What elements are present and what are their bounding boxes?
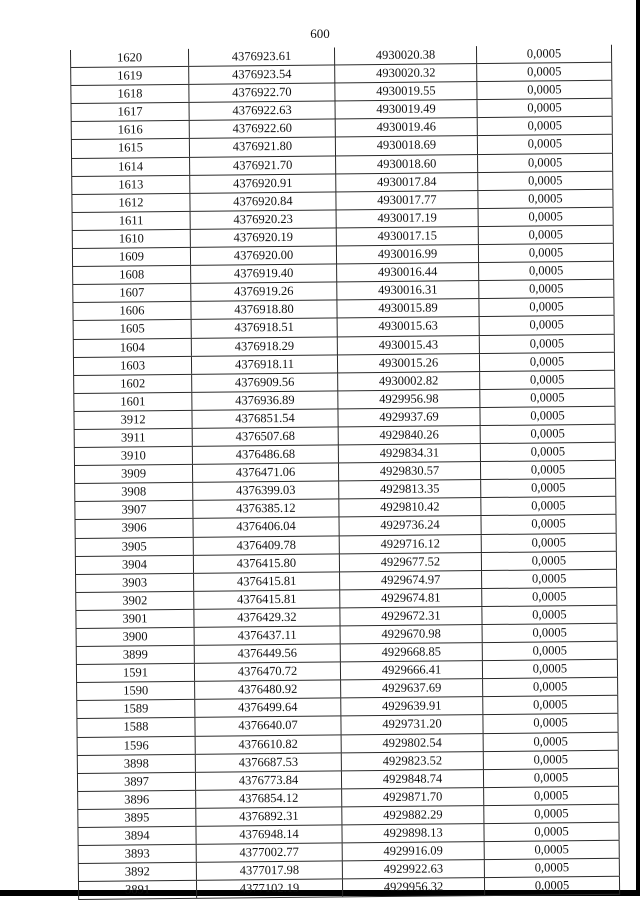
x-coordinate-cell: 4376385.12 (192, 500, 338, 518)
accuracy-cell: 0,0005 (480, 479, 616, 497)
x-coordinate-cell: 4376921.70 (189, 156, 335, 174)
accuracy-cell: 0,0005 (478, 226, 614, 244)
accuracy-cell: 0,0005 (483, 732, 619, 750)
point-number-cell: 1615 (71, 139, 189, 157)
point-number-cell: 3892 (78, 863, 196, 881)
x-coordinate-cell: 4376610.82 (195, 735, 341, 753)
accuracy-cell: 0,0005 (476, 45, 612, 63)
point-number-cell: 1609 (72, 248, 190, 266)
x-coordinate-cell: 4376415.80 (193, 554, 339, 572)
x-coordinate-cell: 4377102.19 (196, 880, 342, 898)
y-coordinate-cell: 4930015.43 (337, 336, 479, 354)
y-coordinate-cell: 4929736.24 (339, 517, 481, 535)
point-number-cell: 3893 (78, 845, 196, 863)
accuracy-cell: 0,0005 (484, 877, 620, 895)
point-number-cell: 1601 (73, 393, 191, 411)
x-coordinate-cell: 4376471.06 (192, 464, 338, 482)
point-number-cell: 3907 (74, 501, 192, 519)
y-coordinate-cell: 4929716.12 (339, 535, 481, 553)
x-coordinate-cell: 4376920.84 (189, 192, 335, 210)
accuracy-cell: 0,0005 (480, 443, 616, 461)
y-coordinate-cell: 4930015.89 (336, 299, 478, 317)
y-coordinate-cell: 4929956.98 (337, 390, 479, 408)
x-coordinate-cell: 4376919.40 (190, 265, 336, 283)
point-number-cell: 1606 (72, 302, 190, 320)
accuracy-cell: 0,0005 (477, 99, 613, 117)
y-coordinate-cell: 4929666.41 (340, 661, 482, 679)
accuracy-cell: 0,0005 (482, 678, 618, 696)
point-number-cell: 1591 (76, 664, 194, 682)
y-coordinate-cell: 4929848.74 (341, 770, 483, 788)
accuracy-cell: 0,0005 (479, 370, 615, 388)
accuracy-cell: 0,0005 (484, 859, 620, 877)
point-number-cell: 3896 (77, 791, 195, 809)
x-coordinate-cell: 4376449.56 (194, 645, 340, 663)
x-coordinate-cell: 4376918.29 (191, 337, 337, 355)
accuracy-cell: 0,0005 (476, 81, 612, 99)
y-coordinate-cell: 4929823.52 (341, 752, 483, 770)
y-coordinate-cell: 4930016.31 (336, 281, 478, 299)
point-number-cell: 3905 (75, 537, 193, 555)
x-coordinate-cell: 4376918.80 (190, 301, 336, 319)
x-coordinate-cell: 4376507.68 (192, 427, 338, 445)
coordinates-table (70, 45, 620, 900)
point-number-cell: 1612 (71, 194, 189, 212)
y-coordinate-cell: 4929674.81 (339, 589, 481, 607)
x-coordinate-cell: 4376936.89 (191, 391, 337, 409)
point-number-cell: 3911 (74, 429, 192, 447)
accuracy-cell: 0,0005 (478, 298, 614, 316)
accuracy-cell: 0,0005 (481, 551, 617, 569)
point-number-cell: 1602 (73, 375, 191, 393)
y-coordinate-cell: 4929810.42 (338, 498, 480, 516)
y-coordinate-cell: 4929670.98 (340, 625, 482, 643)
accuracy-cell: 0,0005 (482, 624, 618, 642)
y-coordinate-cell: 4930019.49 (335, 100, 477, 118)
y-coordinate-cell: 4930020.38 (334, 46, 476, 64)
point-number-cell: 1620 (70, 49, 188, 67)
y-coordinate-cell: 4930019.46 (335, 118, 477, 136)
x-coordinate-cell: 4376470.72 (194, 663, 340, 681)
accuracy-cell: 0,0005 (477, 171, 613, 189)
x-coordinate-cell: 4376909.56 (191, 373, 337, 391)
accuracy-cell: 0,0005 (483, 769, 619, 787)
x-coordinate-cell: 4376773.84 (195, 771, 341, 789)
page-number: 600 (310, 26, 330, 41)
x-coordinate-cell: 4376415.81 (193, 590, 339, 608)
x-coordinate-cell: 4376892.31 (195, 807, 341, 825)
y-coordinate-cell: 4929639.91 (340, 697, 482, 715)
point-number-cell: 3894 (77, 827, 195, 845)
point-number-cell: 1618 (70, 85, 188, 103)
y-coordinate-cell: 4930018.60 (335, 155, 477, 173)
point-number-cell: 3899 (76, 646, 194, 664)
point-number-cell: 3891 (78, 881, 196, 899)
point-number-cell: 1613 (71, 176, 189, 194)
y-coordinate-cell: 4930002.82 (337, 372, 479, 390)
x-coordinate-cell: 4376499.64 (194, 699, 340, 717)
y-coordinate-cell: 4929937.69 (337, 408, 479, 426)
accuracy-cell: 0,0005 (483, 787, 619, 805)
x-coordinate-cell: 4376918.51 (191, 319, 337, 337)
accuracy-cell: 0,0005 (480, 497, 616, 515)
accuracy-cell: 0,0005 (479, 352, 615, 370)
point-number-cell: 1616 (71, 121, 189, 139)
accuracy-cell: 0,0005 (479, 407, 615, 425)
y-coordinate-cell: 4930017.84 (335, 173, 477, 191)
x-coordinate-cell: 4376415.81 (193, 572, 339, 590)
accuracy-cell: 0,0005 (484, 841, 620, 859)
y-coordinate-cell: 4929677.52 (339, 553, 481, 571)
point-number-cell: 3910 (74, 447, 192, 465)
y-coordinate-cell: 4930020.32 (334, 64, 476, 82)
point-number-cell: 1607 (72, 284, 190, 302)
point-number-cell: 3898 (77, 754, 195, 772)
x-coordinate-cell: 4376920.00 (190, 246, 336, 264)
x-coordinate-cell: 4376854.12 (195, 789, 341, 807)
y-coordinate-cell: 4930018.69 (335, 137, 477, 155)
accuracy-cell: 0,0005 (478, 262, 614, 280)
point-number-cell: 1614 (71, 157, 189, 175)
point-number-cell: 3908 (74, 483, 192, 501)
point-number-cell: 1610 (72, 230, 190, 248)
point-number-cell: 3900 (76, 628, 194, 646)
y-coordinate-cell: 4929871.70 (341, 788, 483, 806)
accuracy-cell: 0,0005 (480, 515, 616, 533)
y-coordinate-cell: 4930017.77 (335, 191, 477, 209)
accuracy-cell: 0,0005 (480, 425, 616, 443)
accuracy-cell: 0,0005 (482, 696, 618, 714)
accuracy-cell: 0,0005 (478, 208, 614, 226)
point-number-cell: 3912 (73, 411, 191, 429)
y-coordinate-cell: 4929916.09 (342, 842, 484, 860)
accuracy-cell: 0,0005 (481, 569, 617, 587)
x-coordinate-cell: 4376922.70 (188, 84, 334, 102)
accuracy-cell: 0,0005 (477, 117, 613, 135)
y-coordinate-cell: 4929830.57 (338, 462, 480, 480)
x-coordinate-cell: 4376429.32 (193, 608, 339, 626)
accuracy-cell: 0,0005 (482, 642, 618, 660)
point-number-cell: 1617 (71, 103, 189, 121)
accuracy-cell: 0,0005 (480, 461, 616, 479)
x-coordinate-cell: 4377002.77 (196, 844, 342, 862)
y-coordinate-cell: 4930019.55 (334, 82, 476, 100)
x-coordinate-cell: 4376851.54 (191, 409, 337, 427)
accuracy-cell: 0,0005 (477, 153, 613, 171)
y-coordinate-cell: 4929731.20 (340, 716, 482, 734)
y-coordinate-cell: 4930015.26 (337, 354, 479, 372)
table-row (78, 877, 620, 900)
accuracy-cell: 0,0005 (479, 389, 615, 407)
accuracy-cell: 0,0005 (483, 750, 619, 768)
point-number-cell: 1604 (73, 338, 191, 356)
y-coordinate-cell: 4929802.54 (341, 734, 483, 752)
point-number-cell: 1590 (76, 682, 194, 700)
y-coordinate-cell: 4929882.29 (341, 806, 483, 824)
y-coordinate-cell: 4929834.31 (338, 444, 480, 462)
accuracy-cell: 0,0005 (481, 533, 617, 551)
x-coordinate-cell: 4376920.23 (190, 210, 336, 228)
accuracy-cell: 0,0005 (481, 588, 617, 606)
accuracy-cell: 0,0005 (477, 190, 613, 208)
x-coordinate-cell: 4377017.98 (196, 862, 342, 880)
y-coordinate-cell: 4929956.32 (342, 878, 484, 896)
y-coordinate-cell: 4929898.13 (341, 824, 483, 842)
y-coordinate-cell: 4930016.99 (336, 245, 478, 263)
x-coordinate-cell: 4376437.11 (194, 626, 340, 644)
x-coordinate-cell: 4376923.61 (188, 47, 334, 65)
x-coordinate-cell: 4376920.19 (190, 228, 336, 246)
x-coordinate-cell: 4376409.78 (193, 536, 339, 554)
accuracy-cell: 0,0005 (482, 714, 618, 732)
point-number-cell: 3904 (75, 555, 193, 573)
x-coordinate-cell: 4376480.92 (194, 681, 340, 699)
accuracy-cell: 0,0005 (481, 606, 617, 624)
x-coordinate-cell: 4376918.11 (191, 355, 337, 373)
y-coordinate-cell: 4929674.97 (339, 571, 481, 589)
point-number-cell: 1605 (73, 320, 191, 338)
x-coordinate-cell: 4376921.80 (189, 138, 335, 156)
x-coordinate-cell: 4376919.26 (190, 283, 336, 301)
y-coordinate-cell: 4930017.19 (336, 209, 478, 227)
y-coordinate-cell: 4929813.35 (338, 480, 480, 498)
point-number-cell: 1596 (77, 736, 195, 754)
point-number-cell: 1588 (76, 718, 194, 736)
point-number-cell: 3895 (77, 809, 195, 827)
point-number-cell: 3903 (75, 574, 193, 592)
x-coordinate-cell: 4376923.54 (188, 66, 334, 84)
y-coordinate-cell: 4929672.31 (339, 607, 481, 625)
accuracy-cell: 0,0005 (483, 805, 619, 823)
x-coordinate-cell: 4376948.14 (195, 825, 341, 843)
x-coordinate-cell: 4376922.60 (189, 120, 335, 138)
x-coordinate-cell: 4376399.03 (192, 482, 338, 500)
accuracy-cell: 0,0005 (479, 316, 615, 334)
y-coordinate-cell: 4929840.26 (338, 426, 480, 444)
y-coordinate-cell: 4929637.69 (340, 679, 482, 697)
y-coordinate-cell: 4930016.44 (336, 263, 478, 281)
accuracy-cell: 0,0005 (477, 135, 613, 153)
accuracy-cell: 0,0005 (483, 823, 619, 841)
x-coordinate-cell: 4376640.07 (194, 717, 340, 735)
point-number-cell: 1589 (76, 700, 194, 718)
accuracy-cell: 0,0005 (476, 63, 612, 81)
x-coordinate-cell: 4376922.63 (189, 102, 335, 120)
x-coordinate-cell: 4376687.53 (195, 753, 341, 771)
y-coordinate-cell: 4930015.63 (337, 317, 479, 335)
accuracy-cell: 0,0005 (478, 280, 614, 298)
accuracy-cell: 0,0005 (479, 334, 615, 352)
point-number-cell: 3902 (75, 592, 193, 610)
x-coordinate-cell: 4376406.04 (193, 518, 339, 536)
y-coordinate-cell: 4929922.63 (342, 860, 484, 878)
point-number-cell: 3897 (77, 773, 195, 791)
point-number-cell: 1611 (72, 212, 190, 230)
point-number-cell: 1619 (70, 67, 188, 85)
x-coordinate-cell: 4376920.91 (189, 174, 335, 192)
point-number-cell: 3906 (75, 519, 193, 537)
point-number-cell: 3901 (75, 610, 193, 628)
y-coordinate-cell: 4930017.15 (336, 227, 478, 245)
accuracy-cell: 0,0005 (482, 660, 618, 678)
y-coordinate-cell: 4929668.85 (340, 643, 482, 661)
x-coordinate-cell: 4376486.68 (192, 446, 338, 464)
point-number-cell: 3909 (74, 465, 192, 483)
point-number-cell: 1608 (72, 266, 190, 284)
accuracy-cell: 0,0005 (478, 244, 614, 262)
point-number-cell: 1603 (73, 356, 191, 374)
